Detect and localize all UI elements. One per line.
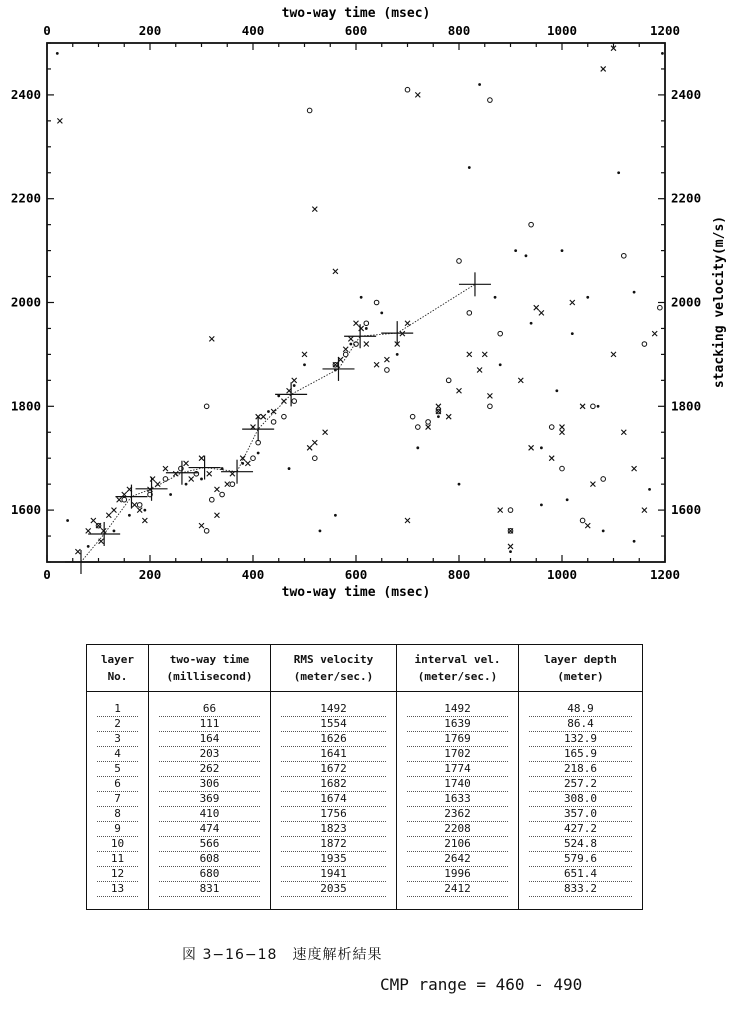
point-x — [207, 471, 212, 476]
point-x — [155, 482, 160, 487]
point-dot — [380, 311, 383, 314]
pick-marker — [189, 456, 221, 480]
point-dot — [128, 514, 131, 517]
point-o — [467, 311, 472, 316]
cell-two-way-time: 608 — [149, 852, 271, 867]
point-x — [590, 482, 595, 487]
cell-two-way-time: 566 — [149, 837, 271, 852]
point-dot — [468, 166, 471, 169]
point-x — [621, 430, 626, 435]
point-dot — [66, 519, 69, 522]
point-o — [313, 456, 318, 461]
cell-layer: 9 — [87, 822, 149, 837]
cell-layer-depth: 308.0 — [519, 792, 643, 807]
point-x — [446, 414, 451, 419]
point-x — [57, 118, 62, 123]
point-dot — [349, 343, 352, 346]
cell-interval-velocity: 1639 — [397, 717, 519, 732]
point-o — [416, 425, 421, 430]
point-x — [117, 497, 122, 502]
point-x — [415, 92, 420, 97]
point-x — [209, 336, 214, 341]
table-row — [87, 822, 643, 837]
point-x — [426, 425, 431, 430]
cell-layer-depth: 524.8 — [519, 837, 643, 852]
point-x — [560, 430, 565, 435]
cell-interval-velocity: 1996 — [397, 867, 519, 882]
cell-layer: 12 — [87, 867, 149, 882]
point-x — [307, 445, 312, 450]
point-dot — [200, 478, 203, 481]
point-x — [477, 367, 482, 372]
pick-marker — [65, 550, 97, 574]
pick-marker — [344, 324, 376, 348]
point-x — [292, 378, 297, 383]
point-dot — [365, 327, 368, 330]
x-tick-label-top: 1000 — [546, 23, 578, 38]
header-two-way-time: two-way time (millisecond) — [149, 645, 271, 692]
point-o — [549, 425, 554, 430]
pick-line-path — [81, 284, 475, 562]
x-tick-label-bottom: 400 — [241, 567, 265, 582]
point-x — [405, 518, 410, 523]
point-dot — [509, 550, 512, 553]
point-x — [333, 269, 338, 274]
point-o — [292, 399, 297, 404]
x-tick-label-top: 400 — [241, 23, 265, 38]
point-dot — [530, 322, 533, 325]
point-dot — [478, 83, 481, 86]
cell-interval-velocity: 2642 — [397, 852, 519, 867]
cell-two-way-time: 410 — [149, 807, 271, 822]
point-dot — [561, 249, 564, 252]
cell-layer-depth: 86.4 — [519, 717, 643, 732]
point-dot — [633, 291, 636, 294]
cell-two-way-time: 474 — [149, 822, 271, 837]
x-tick-label-bottom: 600 — [344, 567, 368, 582]
point-dot — [499, 363, 502, 366]
point-dot — [143, 509, 146, 512]
point-dot — [185, 483, 188, 486]
cell-layer: 8 — [87, 807, 149, 822]
header-layer-depth: layer depth (meter) — [519, 645, 643, 692]
point-x — [91, 518, 96, 523]
cell-interval-velocity: 1702 — [397, 747, 519, 762]
cell-layer-depth: 257.2 — [519, 777, 643, 792]
pick-marker — [275, 382, 307, 406]
cell-layer: 1 — [87, 692, 149, 718]
cell-two-way-time: 680 — [149, 867, 271, 882]
y-tick-label-right: 2400 — [671, 86, 702, 102]
point-x — [364, 342, 369, 347]
pick-marker — [115, 485, 147, 509]
header-rms-velocity: RMS velocity (meter/sec.) — [271, 645, 397, 692]
cell-rms-velocity: 1641 — [271, 747, 397, 762]
cell-layer: 10 — [87, 837, 149, 852]
table-row — [87, 762, 643, 777]
point-o — [210, 497, 215, 502]
figure-caption: 図 3−16−18 速度解析結果 — [182, 947, 383, 963]
point-o — [560, 466, 565, 471]
point-o — [364, 321, 369, 326]
cell-interval-velocity: 1774 — [397, 762, 519, 777]
point-o — [591, 404, 596, 409]
y-tick-label-right: 2200 — [671, 190, 702, 206]
point-x — [199, 456, 204, 461]
x-axis-title-top: two-way time (msec) — [281, 6, 431, 21]
cell-rms-velocity: 1941 — [271, 867, 397, 882]
table-row — [87, 837, 643, 852]
point-o — [488, 404, 493, 409]
point-dot — [525, 254, 528, 257]
point-o — [529, 222, 534, 227]
point-dot — [56, 52, 59, 55]
y-tick-label-right: 1800 — [671, 398, 702, 414]
picked-velocity-function — [65, 272, 491, 574]
point-o — [426, 420, 431, 425]
point-x — [652, 331, 657, 336]
y-tick-label-left: 2400 — [10, 86, 41, 102]
point-x — [482, 352, 487, 357]
point-o — [508, 508, 513, 513]
x-tick-label-top: 0 — [43, 23, 51, 38]
point-o — [580, 518, 585, 523]
point-x — [132, 502, 137, 507]
point-dot — [602, 529, 605, 532]
point-x — [150, 476, 155, 481]
x-tick-label-bottom: 1200 — [649, 567, 681, 582]
point-x — [539, 310, 544, 315]
cell-layer-depth: 48.9 — [519, 692, 643, 718]
x-tick-label-top: 1200 — [649, 23, 681, 38]
point-x — [467, 352, 472, 357]
cell-layer-depth: 579.6 — [519, 852, 643, 867]
point-o — [251, 456, 256, 461]
cell-rms-velocity: 1626 — [271, 732, 397, 747]
point-dot — [437, 415, 440, 418]
cell-interval-velocity: 1769 — [397, 732, 519, 747]
cell-layer: 6 — [87, 777, 149, 792]
cell-two-way-time: 203 — [149, 747, 271, 762]
cell-interval-velocity: 2362 — [397, 807, 519, 822]
point-x — [457, 388, 462, 393]
point-dot — [416, 446, 419, 449]
point-o — [230, 482, 235, 487]
cell-rms-velocity: 1682 — [271, 777, 397, 792]
point-dot — [597, 405, 600, 408]
point-o — [457, 259, 462, 264]
point-x — [261, 414, 266, 419]
point-o — [405, 87, 410, 92]
y-tick-label-right: 1600 — [671, 502, 702, 518]
cell-layer-depth: 427.2 — [519, 822, 643, 837]
point-x — [199, 523, 204, 528]
point-o — [163, 477, 168, 482]
point-o — [343, 352, 348, 357]
cell-two-way-time: 831 — [149, 882, 271, 910]
point-x — [214, 513, 219, 518]
cell-two-way-time: 164 — [149, 732, 271, 747]
pick-marker — [322, 357, 354, 381]
point-x — [549, 456, 554, 461]
point-x — [111, 508, 116, 513]
point-x — [137, 508, 142, 513]
pick-marker — [242, 417, 274, 441]
table-row — [87, 717, 643, 732]
cell-rms-velocity: 1554 — [271, 717, 397, 732]
cell-layer: 11 — [87, 852, 149, 867]
table-row — [87, 747, 643, 762]
velocity-table-container — [86, 644, 642, 900]
point-x — [281, 399, 286, 404]
table-row — [87, 867, 643, 882]
table-row — [87, 732, 643, 747]
velocity-points — [56, 46, 664, 554]
point-x — [359, 326, 364, 331]
cell-interval-velocity: 1492 — [397, 692, 519, 718]
point-dot — [87, 545, 90, 548]
point-dot — [458, 483, 461, 486]
point-x — [348, 336, 353, 341]
point-x — [86, 528, 91, 533]
point-x — [487, 393, 492, 398]
pick-marker — [88, 522, 120, 546]
point-dot — [586, 296, 589, 299]
point-x — [343, 347, 348, 352]
cell-layer: 5 — [87, 762, 149, 777]
point-dot — [540, 504, 543, 507]
point-dot — [293, 384, 296, 387]
point-x — [354, 321, 359, 326]
point-x — [642, 508, 647, 513]
point-x — [508, 544, 513, 549]
cell-layer-depth: 132.9 — [519, 732, 643, 747]
header-interval-velocity: interval vel. (meter/sec.) — [397, 645, 519, 692]
cell-layer-depth: 165.9 — [519, 747, 643, 762]
point-o — [601, 477, 606, 482]
table-row — [87, 792, 643, 807]
cell-two-way-time: 111 — [149, 717, 271, 732]
x-tick-label-top: 200 — [138, 23, 162, 38]
cell-layer-depth: 651.4 — [519, 867, 643, 882]
cell-two-way-time: 306 — [149, 777, 271, 792]
point-x — [560, 425, 565, 430]
point-x — [106, 513, 111, 518]
point-o — [622, 253, 627, 258]
point-dot — [571, 332, 574, 335]
point-dot — [633, 540, 636, 543]
cell-rms-velocity: 1674 — [271, 792, 397, 807]
table-body — [87, 692, 643, 910]
point-x — [611, 352, 616, 357]
cell-layer-depth: 357.0 — [519, 807, 643, 822]
point-o — [282, 414, 287, 419]
point-o — [410, 414, 415, 419]
cell-two-way-time: 66 — [149, 692, 271, 718]
point-o — [446, 378, 451, 383]
cell-rms-velocity: 1935 — [271, 852, 397, 867]
point-dot — [267, 410, 270, 413]
point-x — [374, 362, 379, 367]
header-layer: layer No. — [87, 645, 149, 692]
point-x — [436, 404, 441, 409]
point-dot — [555, 389, 558, 392]
cell-layer: 2 — [87, 717, 149, 732]
cell-layer: 4 — [87, 747, 149, 762]
cell-rms-velocity: 1756 — [271, 807, 397, 822]
point-x — [405, 321, 410, 326]
point-dot — [288, 467, 291, 470]
cell-interval-velocity: 2106 — [397, 837, 519, 852]
table-row — [87, 807, 643, 822]
x-tick-label-bottom: 1000 — [546, 567, 578, 582]
cmp-range-label: CMP range = 460 - 490 — [380, 975, 583, 994]
x-tick-label-bottom: 800 — [447, 567, 471, 582]
point-dot — [360, 296, 363, 299]
cell-interval-velocity: 2208 — [397, 822, 519, 837]
point-dot — [617, 171, 620, 174]
pick-marker — [459, 272, 491, 296]
point-x — [323, 430, 328, 435]
point-o — [374, 300, 379, 305]
point-x — [534, 305, 539, 310]
x-axis-title-bottom: two-way time (msec) — [281, 585, 431, 600]
point-x — [189, 476, 194, 481]
point-x — [498, 508, 503, 513]
point-x — [601, 66, 606, 71]
pick-marker — [136, 477, 168, 501]
point-dot — [494, 296, 497, 299]
table-header-row — [87, 645, 643, 692]
cell-interval-velocity: 2412 — [397, 882, 519, 910]
point-x — [312, 440, 317, 445]
x-tick-label-bottom: 0 — [43, 567, 51, 582]
cell-layer-depth: 218.6 — [519, 762, 643, 777]
point-x — [580, 404, 585, 409]
point-x — [214, 487, 219, 492]
table-row — [87, 882, 643, 910]
point-x — [184, 461, 189, 466]
point-x — [518, 378, 523, 383]
point-o — [385, 368, 390, 373]
point-x — [312, 207, 317, 212]
cell-layer: 7 — [87, 792, 149, 807]
point-o — [137, 503, 142, 508]
point-o — [122, 497, 127, 502]
cell-interval-velocity: 1633 — [397, 792, 519, 807]
point-x — [245, 461, 250, 466]
point-o — [642, 342, 647, 347]
cell-rms-velocity: 1672 — [271, 762, 397, 777]
y-tick-label-right: 2000 — [671, 294, 702, 310]
point-dot — [334, 514, 337, 517]
point-x — [99, 539, 104, 544]
point-o — [488, 98, 493, 103]
point-dot — [319, 529, 322, 532]
table-row — [87, 777, 643, 792]
point-dot — [566, 498, 569, 501]
cell-two-way-time: 369 — [149, 792, 271, 807]
axis-tick-labels — [11, 23, 701, 582]
point-o — [204, 404, 209, 409]
y-axis-title: stacking velocity(m/s) — [712, 215, 727, 389]
cell-rms-velocity: 1823 — [271, 822, 397, 837]
point-x — [570, 300, 575, 305]
point-x — [529, 445, 534, 450]
velocity-table — [86, 644, 643, 910]
cell-interval-velocity: 1740 — [397, 777, 519, 792]
point-dot — [303, 363, 306, 366]
point-x — [384, 357, 389, 362]
cell-layer: 3 — [87, 732, 149, 747]
x-tick-label-top: 600 — [344, 23, 368, 38]
point-o — [271, 420, 276, 425]
y-tick-label-left: 2000 — [10, 294, 41, 310]
point-x — [142, 518, 147, 523]
point-x — [632, 466, 637, 471]
point-x — [302, 352, 307, 357]
cell-rms-velocity: 2035 — [271, 882, 397, 910]
cell-layer-depth: 833.2 — [519, 882, 643, 910]
y-tick-label-left: 1600 — [10, 502, 41, 518]
point-dot — [648, 488, 651, 491]
point-dot — [113, 529, 116, 532]
point-o — [498, 331, 503, 336]
point-dot — [661, 52, 664, 55]
cell-layer: 13 — [87, 882, 149, 910]
x-tick-label-top: 800 — [447, 23, 471, 38]
point-o — [658, 305, 663, 310]
cell-rms-velocity: 1492 — [271, 692, 397, 718]
y-tick-label-left: 2200 — [10, 190, 41, 206]
point-o — [307, 108, 312, 113]
point-o — [220, 492, 225, 497]
point-dot — [257, 452, 260, 455]
table-row — [87, 852, 643, 867]
y-tick-label-left: 1800 — [10, 398, 41, 414]
cell-rms-velocity: 1872 — [271, 837, 397, 852]
point-x — [163, 466, 168, 471]
point-x — [225, 482, 230, 487]
point-x — [585, 523, 590, 528]
point-o — [204, 529, 209, 534]
point-dot — [169, 493, 172, 496]
table-row — [87, 692, 643, 718]
point-x — [75, 549, 80, 554]
x-tick-label-bottom: 200 — [138, 567, 162, 582]
point-dot — [514, 249, 517, 252]
cell-two-way-time: 262 — [149, 762, 271, 777]
point-dot — [396, 353, 399, 356]
point-dot — [540, 446, 543, 449]
